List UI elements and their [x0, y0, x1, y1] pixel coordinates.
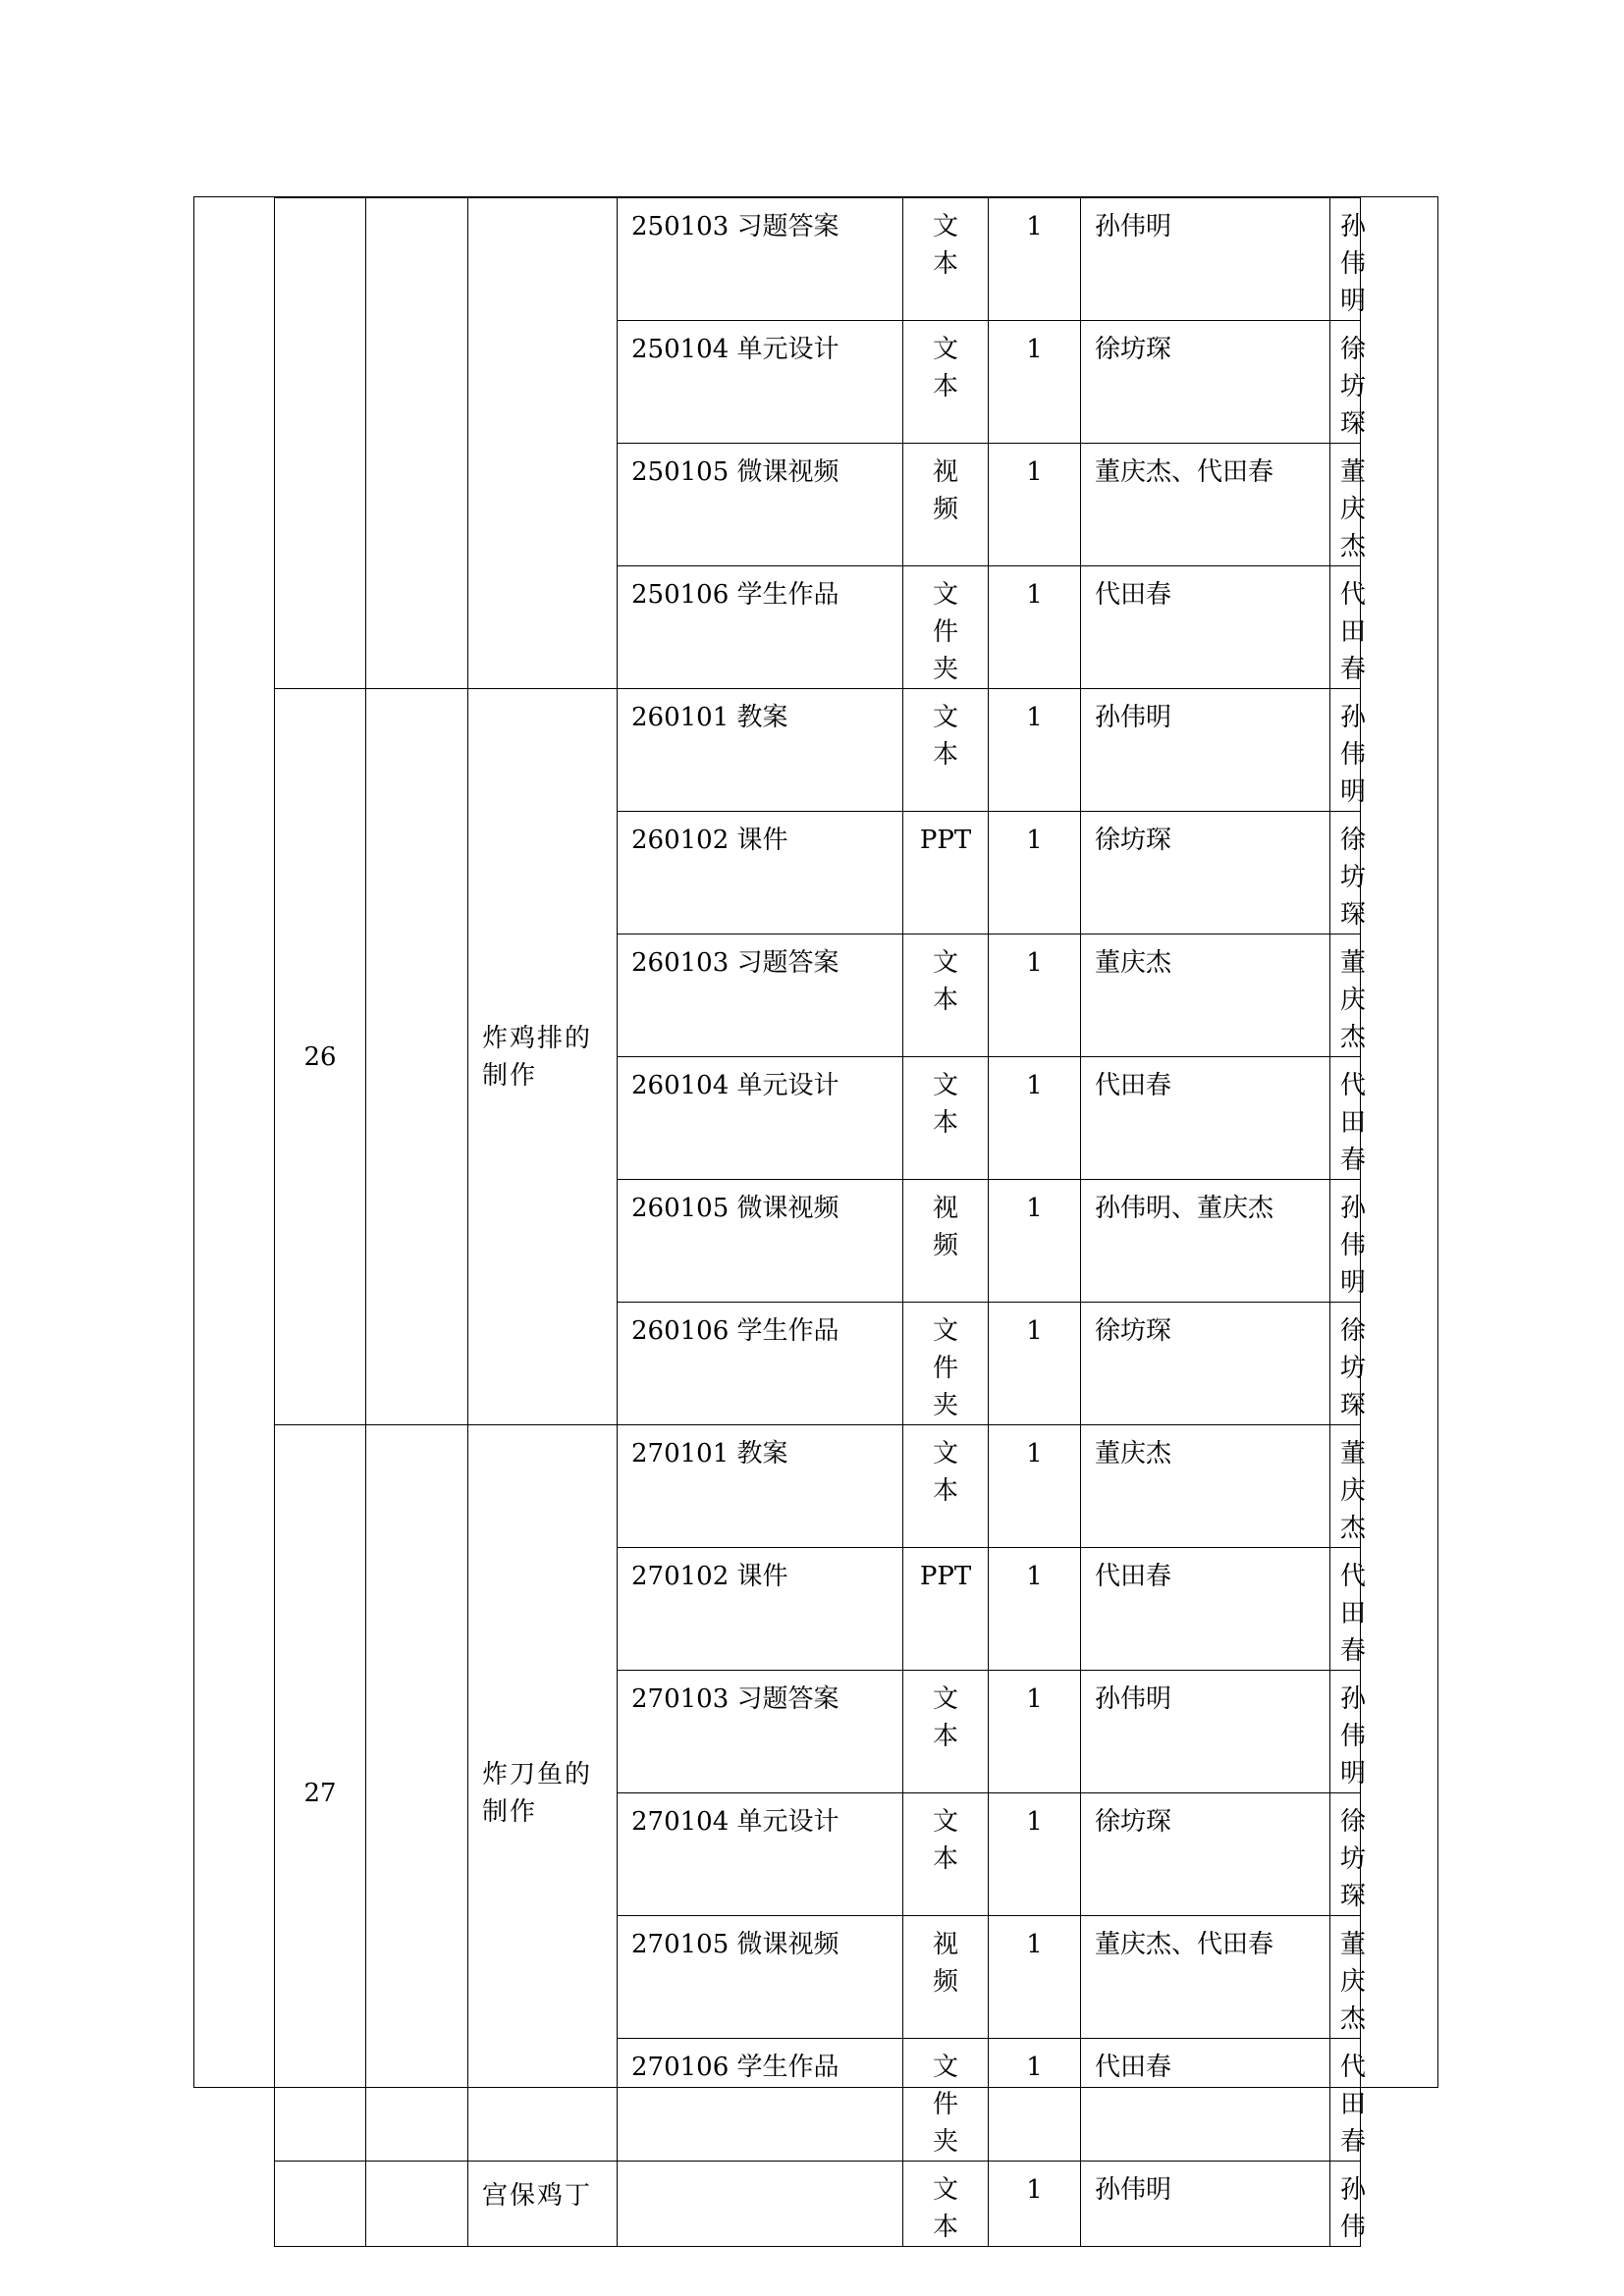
resource-type: 文本 [932, 1071, 958, 1138]
resource-type: 视频 [932, 1194, 958, 1260]
group-number: 27 [275, 1425, 366, 2162]
resource-name: 250106 学生作品 [618, 566, 903, 689]
blank-cell [366, 689, 468, 1425]
resource-owner: 代田春 [1340, 580, 1367, 684]
table-row [275, 1425, 1361, 1548]
resource-author: 董庆杰、代田春 [1081, 1916, 1330, 2039]
resource-quantity: 1 [989, 2039, 1081, 2162]
resource-owner: 代田春 [1340, 1071, 1367, 1175]
group-number-cell [275, 198, 366, 689]
blank-cell [366, 2162, 468, 2247]
resource-quantity: 1 [989, 812, 1081, 934]
resource-author: 董庆杰、代田春 [1081, 444, 1330, 566]
resource-author: 徐坊琛 [1081, 1303, 1330, 1425]
table-row [275, 198, 1361, 321]
resource-name: 270106 学生作品 [618, 2039, 903, 2162]
resource-owner: 代田春 [1340, 1562, 1367, 1666]
resource-owner: 董庆杰 [1340, 1439, 1367, 1543]
group-number [275, 2162, 366, 2247]
resource-author: 代田春 [1081, 1057, 1330, 1180]
resource-author: 代田春 [1081, 2039, 1330, 2162]
resource-owner: 孙伟明 [1340, 703, 1367, 807]
resource-type: 视频 [932, 457, 958, 524]
resource-name [618, 2162, 903, 2247]
resource-quantity: 1 [989, 934, 1081, 1057]
resource-type: 文件夹 [932, 2053, 958, 2157]
resource-author: 徐坊琛 [1081, 1793, 1330, 1916]
blank-cell [366, 198, 468, 689]
resource-quantity: 1 [989, 689, 1081, 812]
resource-quantity: 1 [989, 444, 1081, 566]
resource-author: 孙伟明 [1081, 198, 1330, 321]
resource-owner: 徐坊琛 [1340, 335, 1367, 439]
resource-owner: 董庆杰 [1340, 948, 1367, 1052]
resource-owner: 孙伟明 [1340, 1194, 1367, 1298]
resource-author: 董庆杰 [1081, 1425, 1330, 1548]
resource-author: 孙伟明 [1081, 689, 1330, 812]
resource-type: 文本 [932, 1807, 958, 1874]
resource-owner: 董庆杰 [1340, 457, 1367, 561]
resource-owner: 董庆杰 [1340, 1930, 1367, 2034]
resource-name: 260101 教案 [618, 689, 903, 812]
resource-name: 250105 微课视频 [618, 444, 903, 566]
resource-type: PPT [903, 812, 989, 934]
group-name: 宫保鸡丁 [468, 2162, 618, 2247]
resource-quantity: 1 [989, 1671, 1081, 1793]
group-number: 26 [275, 689, 366, 1425]
resource-name: 270101 教案 [618, 1425, 903, 1548]
resource-author: 孙伟明 [1081, 2162, 1330, 2247]
resource-type: 文本 [932, 703, 958, 770]
resource-quantity: 1 [989, 1057, 1081, 1180]
resource-author: 孙伟明、董庆杰 [1081, 1180, 1330, 1303]
resource-type: PPT [903, 1548, 989, 1671]
resource-type: 文本 [932, 948, 958, 1015]
resource-quantity: 1 [989, 198, 1081, 321]
resource-quantity: 1 [989, 2162, 1081, 2247]
resource-type: 文本 [932, 1439, 958, 1506]
resource-type: 文件夹 [932, 580, 958, 684]
resource-type: 文本 [932, 212, 958, 279]
blank-cell [366, 1425, 468, 2162]
resource-name: 270104 单元设计 [618, 1793, 903, 1916]
table-row [275, 689, 1361, 812]
group-name-cell [468, 198, 618, 689]
resource-name: 270105 微课视频 [618, 1916, 903, 2039]
resource-type: 文本 [932, 335, 958, 401]
resource-quantity: 1 [989, 1180, 1081, 1303]
resource-name: 270103 习题答案 [618, 1671, 903, 1793]
resource-name: 250103 习题答案 [618, 198, 903, 321]
resource-name: 260104 单元设计 [618, 1057, 903, 1180]
resource-type: 文本 [932, 2175, 958, 2242]
resource-name: 260102 课件 [618, 812, 903, 934]
resource-owner: 徐坊琛 [1340, 1316, 1367, 1420]
resource-quantity: 1 [989, 1548, 1081, 1671]
resource-author: 代田春 [1081, 1548, 1330, 1671]
resource-name: 260103 习题答案 [618, 934, 903, 1057]
resource-type: 视频 [932, 1930, 958, 1997]
resource-name: 260105 微课视频 [618, 1180, 903, 1303]
resource-author: 代田春 [1081, 566, 1330, 689]
resource-name: 260106 学生作品 [618, 1303, 903, 1425]
resource-owner: 孙伟 [1340, 2175, 1367, 2242]
resource-owner: 孙伟明 [1340, 1684, 1367, 1789]
resource-owner: 徐坊琛 [1340, 1807, 1367, 1911]
resource-table [274, 197, 1367, 2247]
resource-quantity: 1 [989, 1793, 1081, 1916]
resource-author: 孙伟明 [1081, 1671, 1330, 1793]
resource-type: 文本 [932, 1684, 958, 1751]
resource-author: 徐坊琛 [1081, 812, 1330, 934]
group-name: 炸刀鱼的制作 [468, 1425, 618, 2162]
resource-name: 250104 单元设计 [618, 321, 903, 444]
table-row [275, 2162, 1361, 2247]
resource-quantity: 1 [989, 1303, 1081, 1425]
resource-owner: 孙伟明 [1340, 212, 1367, 316]
resource-quantity: 1 [989, 321, 1081, 444]
resource-type: 文件夹 [932, 1316, 958, 1420]
resource-quantity: 1 [989, 1425, 1081, 1548]
resource-quantity: 1 [989, 566, 1081, 689]
group-name: 炸鸡排的制作 [468, 689, 618, 1425]
resource-quantity: 1 [989, 1916, 1081, 2039]
resource-author: 董庆杰 [1081, 934, 1330, 1057]
resource-owner: 徐坊琛 [1340, 826, 1367, 930]
resource-owner: 代田春 [1340, 2053, 1367, 2157]
resource-name: 270102 课件 [618, 1548, 903, 1671]
resource-author: 徐坊琛 [1081, 321, 1330, 444]
